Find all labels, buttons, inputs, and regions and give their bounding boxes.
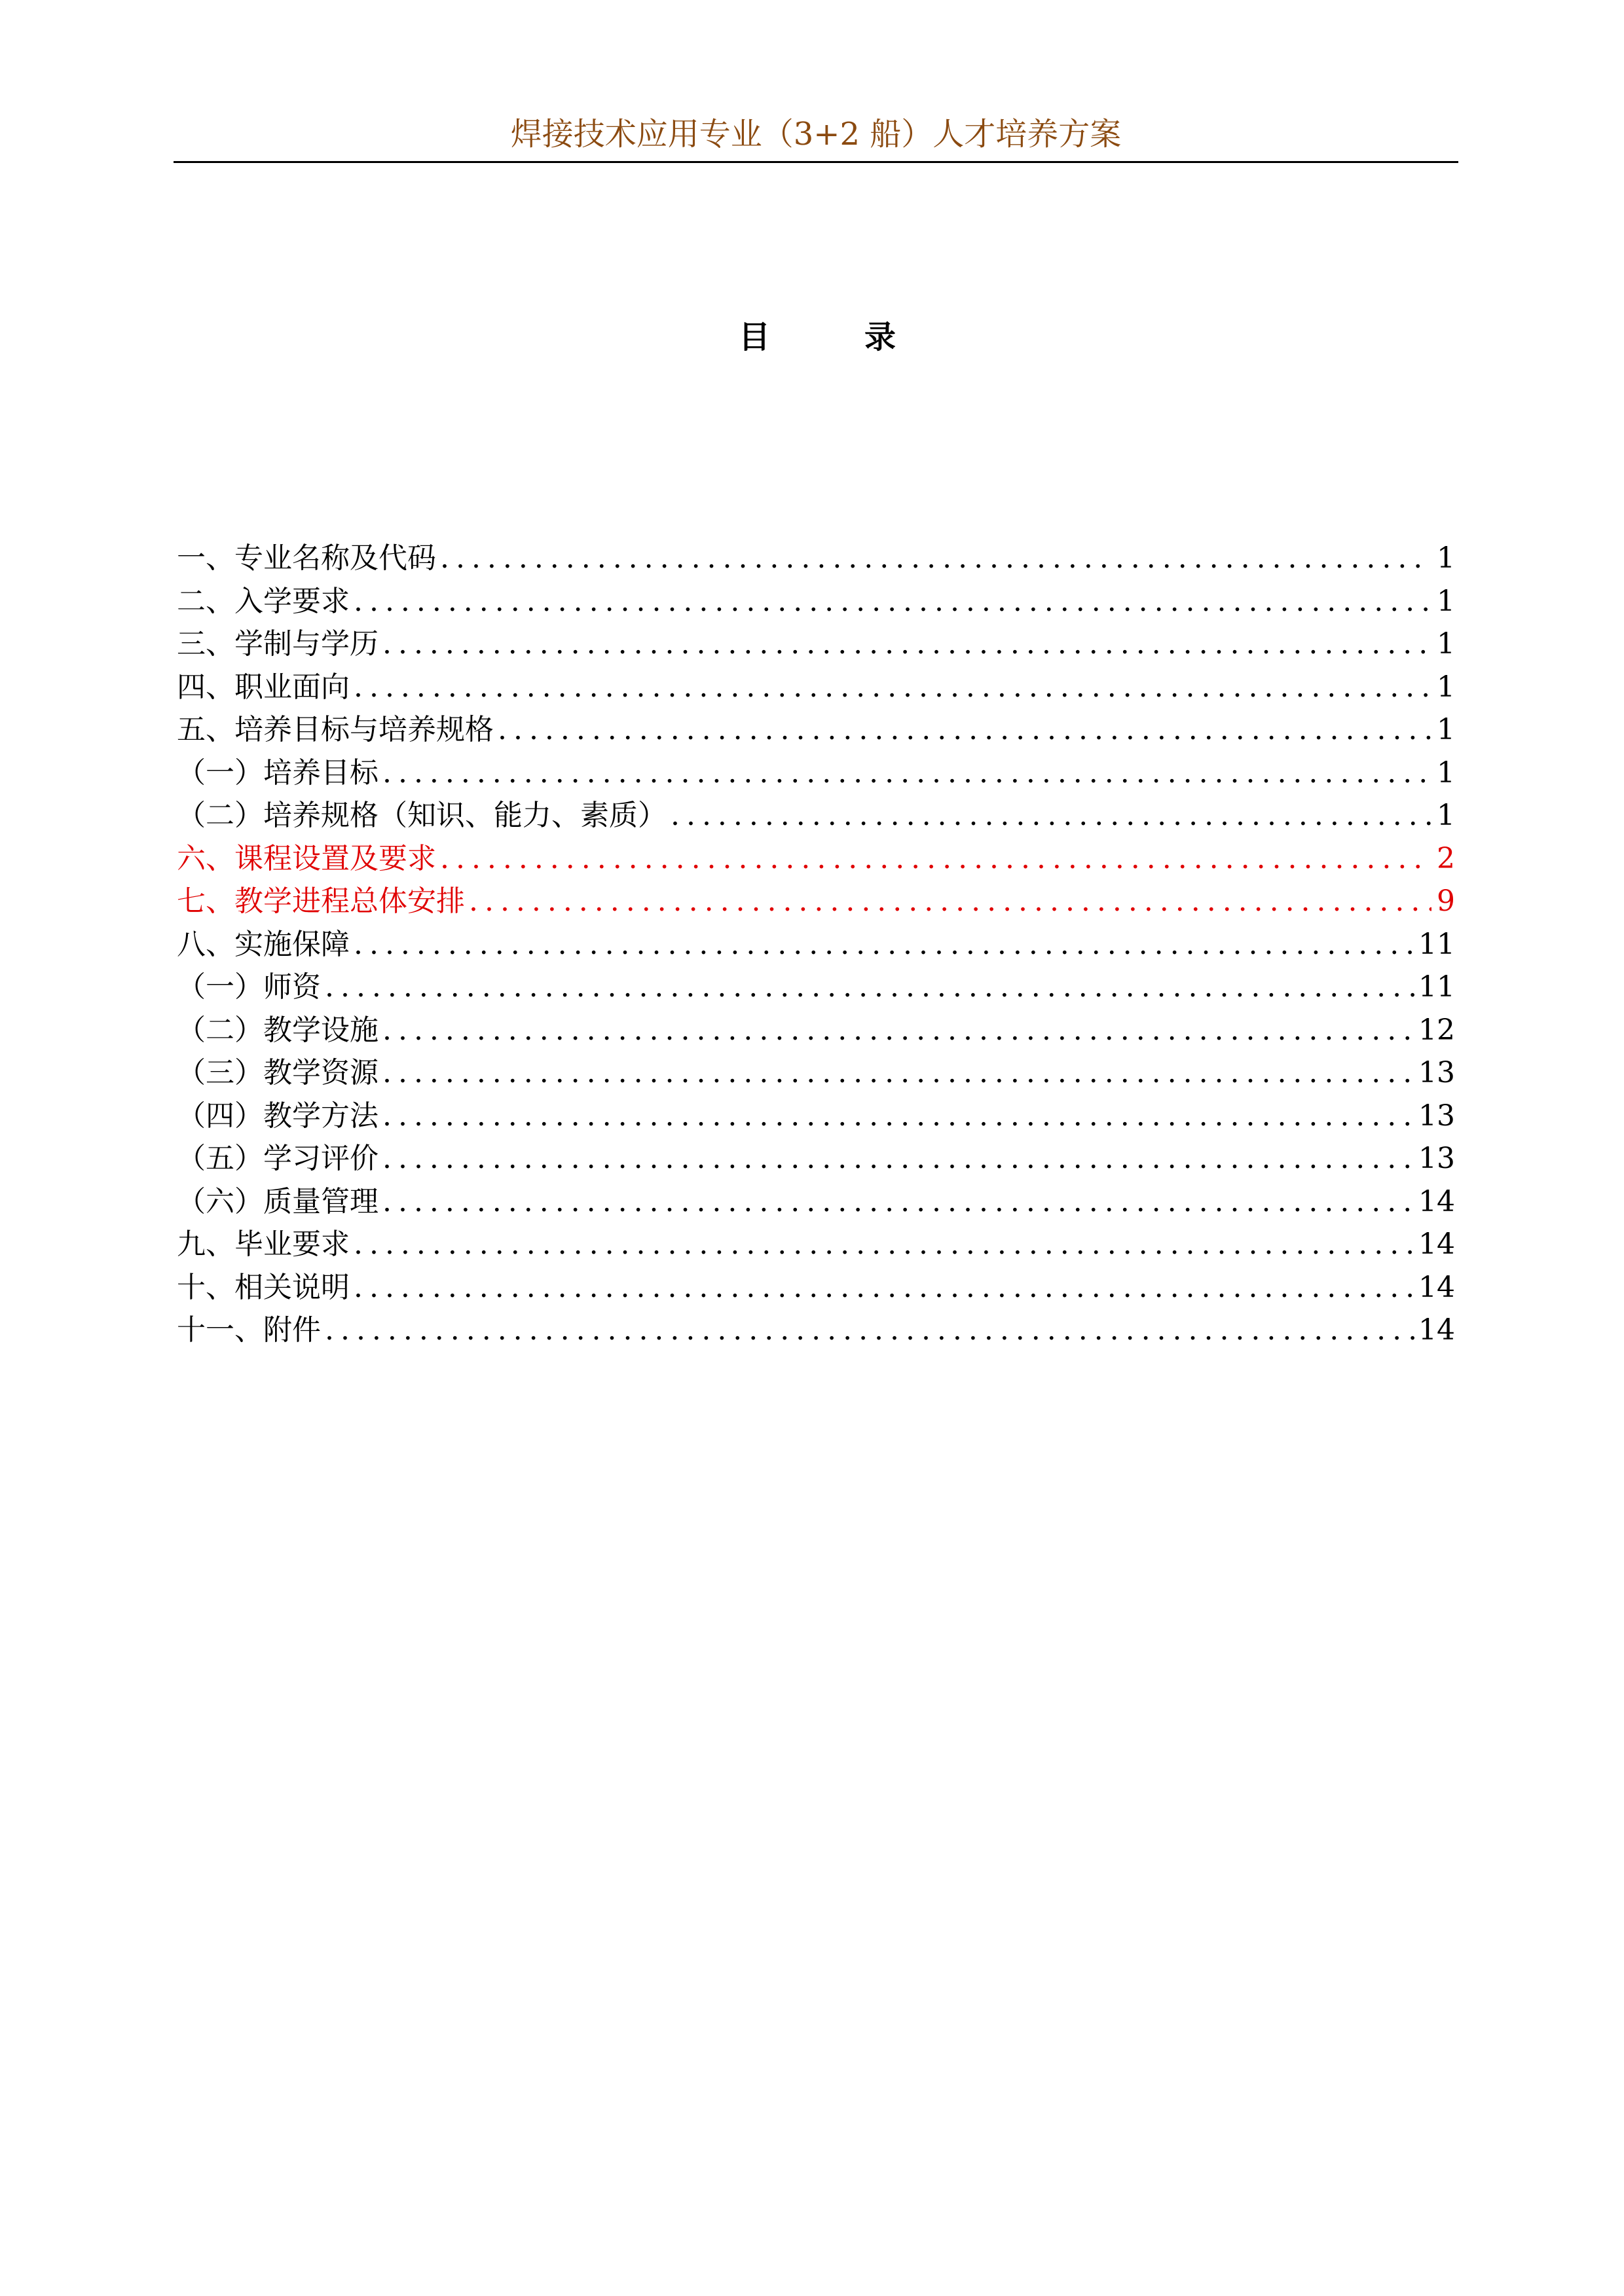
page-header-title: 焊接技术应用专业（3+2 船）人才培养方案 bbox=[510, 116, 1122, 153]
toc-entry-page: 14 bbox=[1418, 1228, 1455, 1261]
toc-entry-19[interactable] bbox=[177, 1309, 1455, 1352]
toc-entry-6[interactable] bbox=[177, 752, 1455, 795]
toc-heading bbox=[739, 314, 896, 360]
toc-entry-page: 2 bbox=[1437, 841, 1455, 875]
toc-entry-5[interactable] bbox=[177, 708, 1455, 752]
toc-entry-label: （三）教学资源 bbox=[177, 1056, 378, 1089]
toc-entry-page: 1 bbox=[1437, 541, 1455, 575]
toc-dot-leader bbox=[382, 1095, 1414, 1138]
toc-entry-label: （六）质量管理 bbox=[177, 1184, 378, 1218]
toc-entry-page: 14 bbox=[1418, 1184, 1455, 1218]
toc-entry-label: 五、培养目标与培养规格 bbox=[177, 713, 494, 746]
toc-entry-label: 八、实施保障 bbox=[177, 927, 350, 961]
toc-entry-label: 六、课程设置及要求 bbox=[177, 841, 436, 875]
toc-entry-page: 11 bbox=[1418, 927, 1455, 961]
toc-entry-page: 1 bbox=[1437, 584, 1455, 618]
toc-entry-label: （五）学习评价 bbox=[177, 1142, 378, 1175]
toc-dot-leader bbox=[382, 1180, 1414, 1224]
toc-entry-12[interactable] bbox=[177, 1009, 1455, 1052]
toc-entry-label: 一、专业名称及代码 bbox=[177, 541, 436, 575]
toc-entry-page: 13 bbox=[1418, 1056, 1455, 1089]
toc-dot-leader bbox=[469, 880, 1431, 923]
toc-heading-char-2: 录 bbox=[864, 319, 896, 355]
toc-entry-label: 九、毕业要求 bbox=[177, 1228, 350, 1261]
toc-dot-leader bbox=[440, 537, 1431, 580]
toc-dot-leader bbox=[382, 752, 1431, 795]
table-of-contents bbox=[177, 537, 1455, 1352]
toc-dot-leader bbox=[354, 666, 1431, 709]
header-divider bbox=[174, 161, 1458, 163]
toc-dot-leader bbox=[382, 1051, 1414, 1095]
toc-entry-page: 1 bbox=[1437, 627, 1455, 661]
toc-entry-label: （一）培养目标 bbox=[177, 756, 378, 790]
toc-entry-page: 13 bbox=[1418, 1099, 1455, 1133]
toc-dot-leader bbox=[325, 966, 1414, 1009]
toc-dot-leader bbox=[354, 580, 1431, 623]
toc-entry-4[interactable] bbox=[177, 666, 1455, 709]
toc-dot-leader bbox=[382, 1009, 1414, 1052]
toc-entry-9[interactable] bbox=[177, 880, 1455, 923]
toc-entry-8[interactable] bbox=[177, 837, 1455, 881]
toc-entry-17[interactable] bbox=[177, 1223, 1455, 1266]
toc-entry-14[interactable] bbox=[177, 1095, 1455, 1138]
toc-entry-label: （四）教学方法 bbox=[177, 1099, 378, 1133]
toc-entry-16[interactable] bbox=[177, 1180, 1455, 1224]
toc-entry-page: 11 bbox=[1418, 970, 1455, 1004]
toc-entry-page: 1 bbox=[1437, 670, 1455, 704]
toc-dot-leader bbox=[325, 1309, 1414, 1352]
toc-entry-page: 9 bbox=[1437, 884, 1455, 918]
toc-entry-label: （二）培养规格（知识、能力、素质） bbox=[177, 799, 667, 832]
toc-dot-leader bbox=[382, 1137, 1414, 1180]
toc-dot-leader bbox=[498, 708, 1431, 752]
toc-entry-label: 七、教学进程总体安排 bbox=[177, 884, 465, 918]
toc-entry-label: 三、学制与学历 bbox=[177, 627, 378, 661]
toc-entry-page: 1 bbox=[1437, 799, 1455, 832]
toc-dot-leader bbox=[354, 1266, 1414, 1309]
toc-entry-13[interactable] bbox=[177, 1051, 1455, 1095]
toc-dot-leader bbox=[382, 623, 1431, 666]
toc-entry-page: 13 bbox=[1418, 1142, 1455, 1175]
toc-entry-11[interactable] bbox=[177, 966, 1455, 1009]
toc-entry-page: 14 bbox=[1418, 1270, 1455, 1304]
toc-entry-page: 12 bbox=[1418, 1013, 1455, 1047]
toc-entry-label: 十一、附件 bbox=[177, 1313, 321, 1347]
toc-entry-7[interactable] bbox=[177, 794, 1455, 837]
toc-entry-2[interactable] bbox=[177, 580, 1455, 623]
toc-entry-page: 1 bbox=[1437, 756, 1455, 790]
toc-entry-15[interactable] bbox=[177, 1137, 1455, 1180]
toc-entry-3[interactable] bbox=[177, 623, 1455, 666]
toc-entry-label: 二、入学要求 bbox=[177, 584, 350, 618]
toc-heading-char-1: 目 bbox=[739, 319, 771, 355]
toc-dot-leader bbox=[440, 837, 1431, 881]
toc-entry-label: （二）教学设施 bbox=[177, 1013, 378, 1047]
toc-dot-leader bbox=[354, 923, 1414, 966]
toc-dot-leader bbox=[354, 1223, 1414, 1266]
toc-dot-leader bbox=[671, 794, 1431, 837]
toc-entry-page: 14 bbox=[1418, 1313, 1455, 1347]
toc-entry-10[interactable] bbox=[177, 923, 1455, 966]
toc-entry-label: 十、相关说明 bbox=[177, 1270, 350, 1304]
toc-entry-1[interactable] bbox=[177, 537, 1455, 580]
toc-entry-label: （一）师资 bbox=[177, 970, 321, 1004]
toc-entry-18[interactable] bbox=[177, 1266, 1455, 1309]
toc-entry-label: 四、职业面向 bbox=[177, 670, 350, 704]
toc-entry-page: 1 bbox=[1437, 713, 1455, 746]
